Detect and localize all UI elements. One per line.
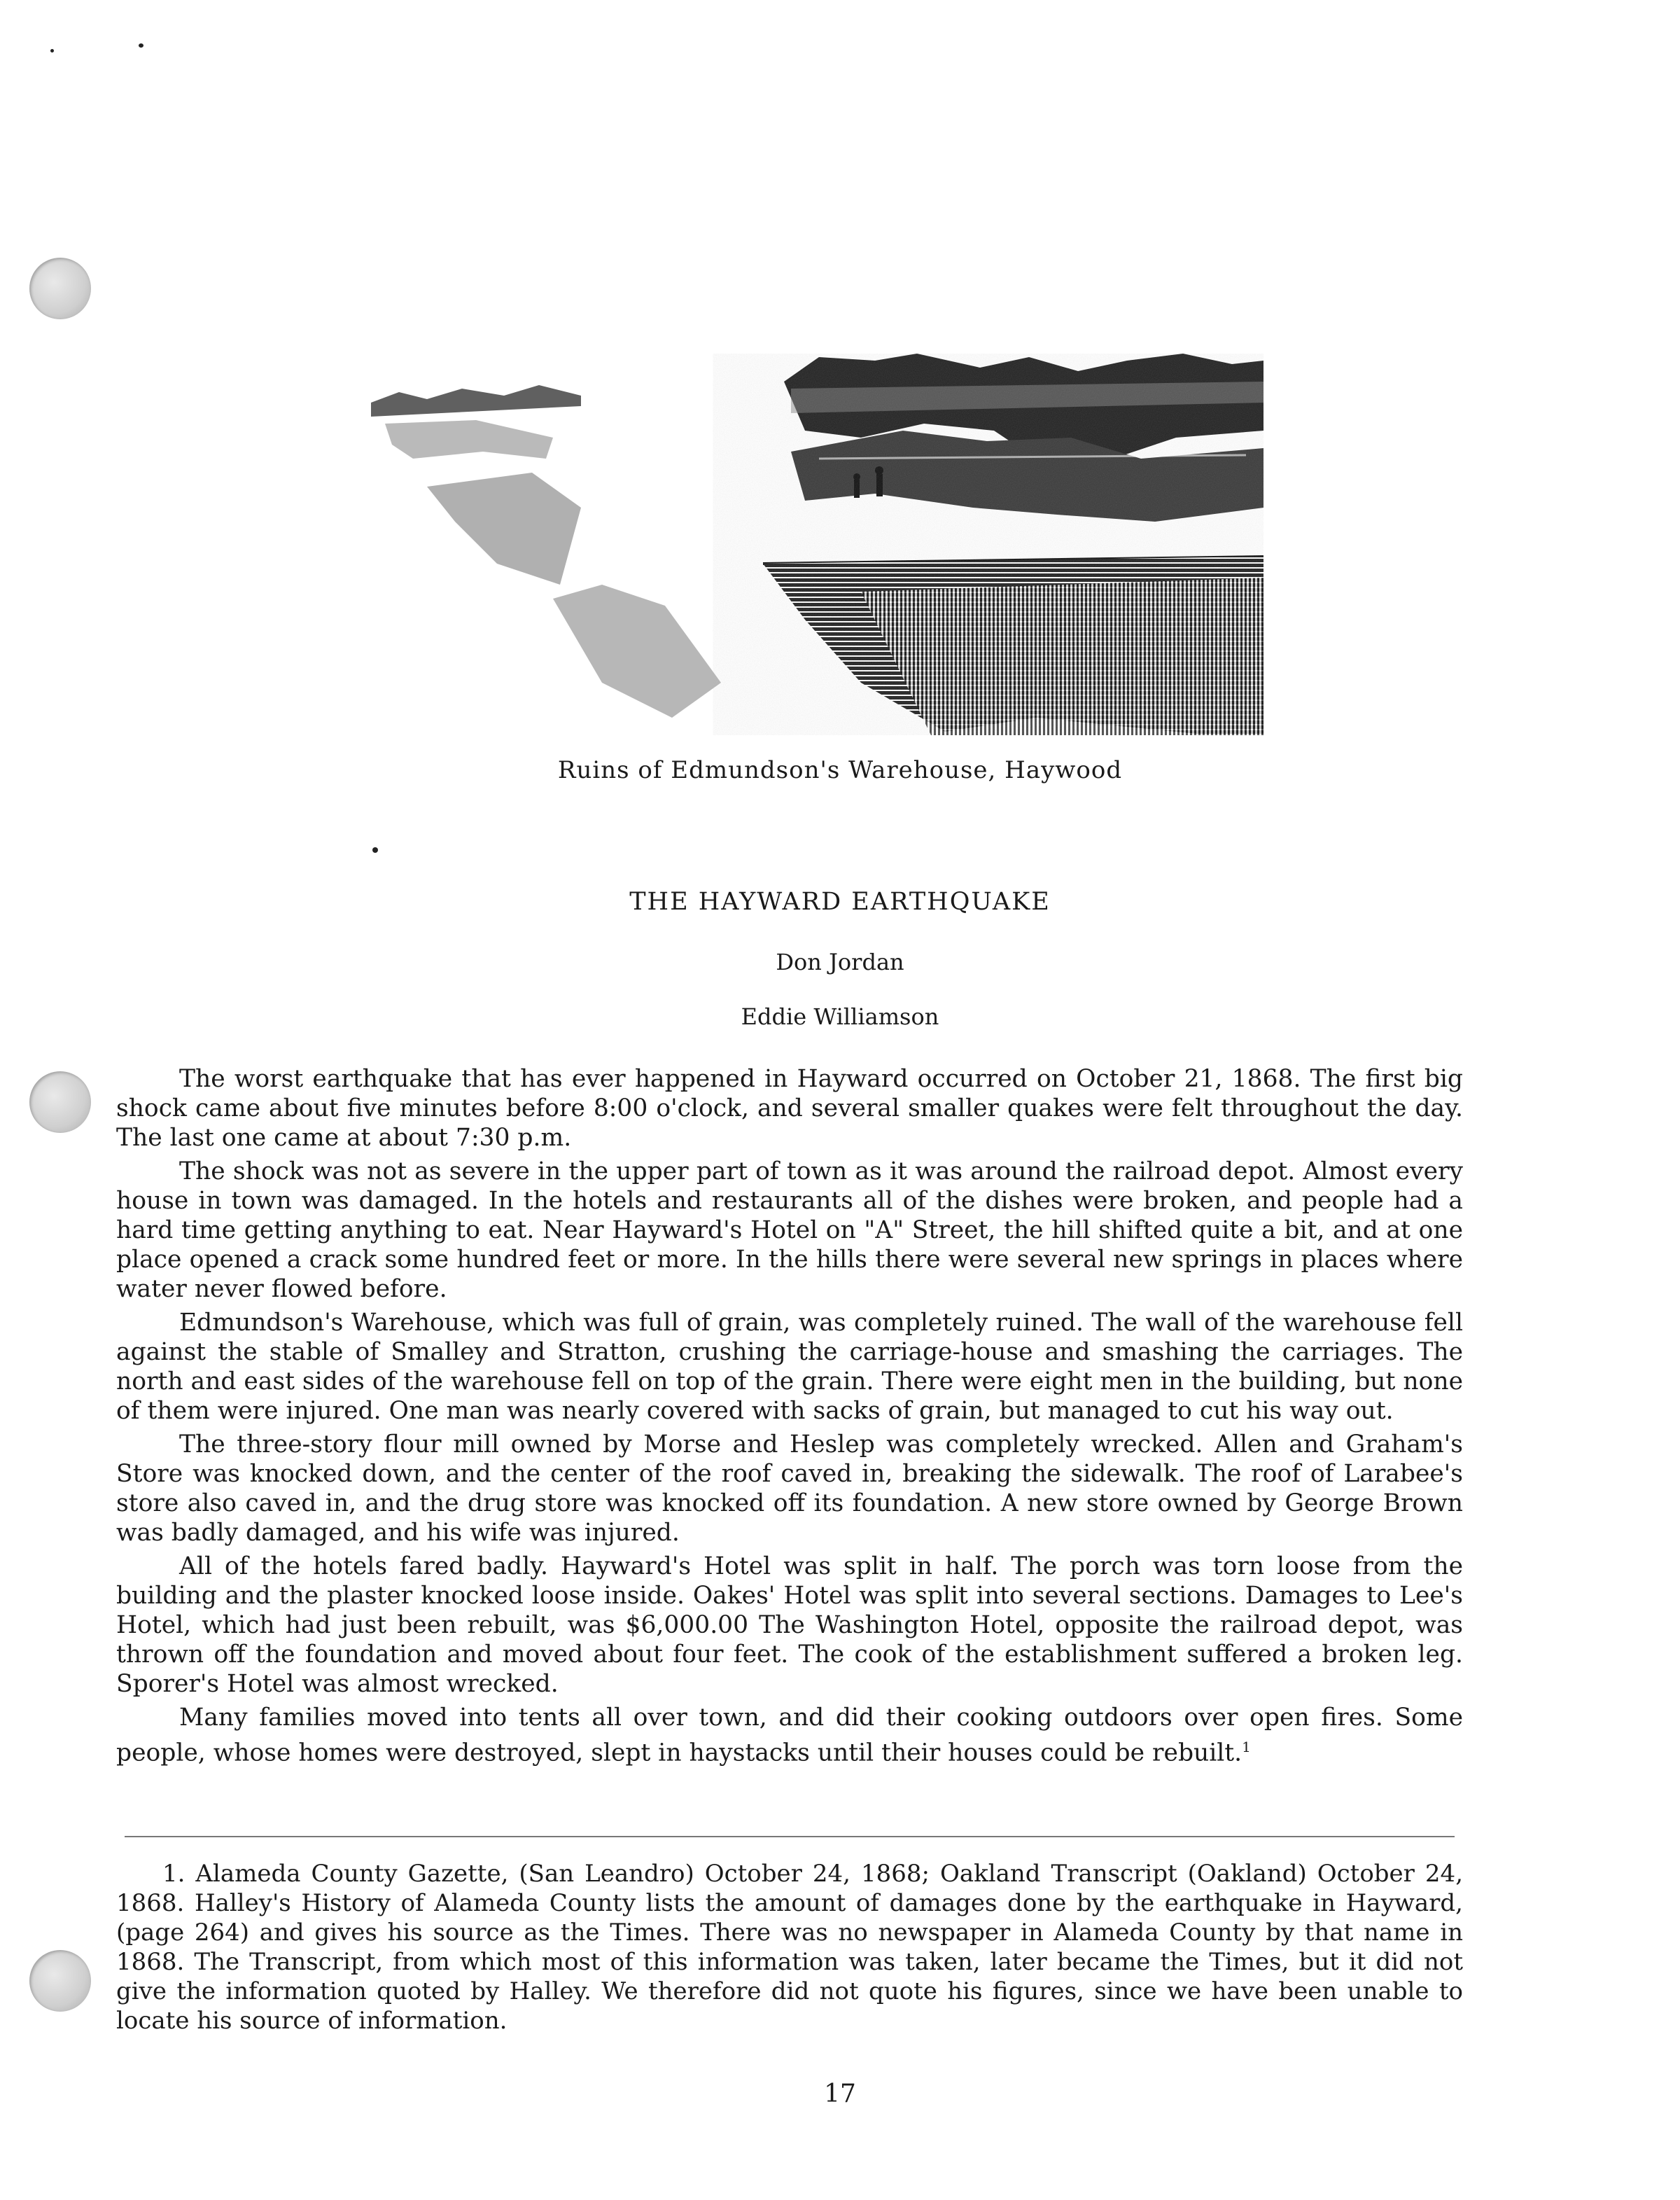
page-number: 17 — [824, 2080, 856, 2108]
faint-debris — [371, 385, 721, 718]
punch-hole-bottom — [29, 1950, 91, 2012]
body-paragraph: The shock was not as severe in the upper part of town as it was around the railroad depot. Almost every house in town was damaged. In the hotels and restaurants all of the dishes were broken, and people had a hard time getting anything to eat. Near Hayward's Hotel on "A" Street, the hill shifted quite a bit, and at one place opened a crack some hundred feet or more. In the hills there were several new springs in places where water never flowed before. — [116, 1157, 1463, 1303]
body-paragraph: The three-story flour mill owned by Morse and Heslep was completely wrecked. Allen and Graham's Store was knocked down, and the center of the roof caved in, breaking the sidewalk. The roof of Larabee's store also caved in, and the drug store was knocked off its foundation. A new store owned by George Brown was badly damaged, and his wife was injured. — [116, 1430, 1463, 1547]
article-title: THE HAYWARD EARTHQUAKE — [629, 888, 1051, 916]
footnote-marker: 1 — [1242, 1739, 1251, 1755]
footnote-text: 1. Alameda County Gazette, (San Leandro) October 24, 1868; Oakland Transcript (Oakland) October 24, 1868. Halley's History of Alameda County lists the amount of damages done by the earthquake in Hayward, (page 264) and gives his source as the Times. There was no newspaper in Alameda County by that name in 1868. The Transcript, from which most of this information was taken, later became the Times, but it did not give the information quoted by Halley. We therefore did not quote his figures, since we have been unable to locate his source of information. — [116, 1860, 1463, 2035]
body-paragraph — [116, 1703, 1463, 1768]
article-body — [116, 1064, 1463, 1772]
scan-speck — [372, 847, 378, 853]
warehouse-ruins-photo — [371, 354, 1264, 735]
punch-hole-middle — [29, 1071, 91, 1133]
body-paragraph: Edmundson's Warehouse, which was full of grain, was completely ruined. The wall of the warehouse fell against the stable of Smalley and Stratton, crushing the carriage-house and smashing the carriages. The north and east sides of the warehouse fell on top of the grain. There were eight men in the building, but none of them were injured. One man was nearly covered with sacks of grain, but managed to cut his way out. — [116, 1309, 1463, 1425]
punch-hole-top — [29, 258, 91, 319]
footnote-divider — [125, 1836, 1455, 1837]
paragraph-text: Many families moved into tents all over town, and did their cooking outdoors over open fires. Some people, whose homes were destroyed, slept in haystacks until their houses could be rebuilt. — [116, 1704, 1463, 1767]
author-name: Eddie Williamson — [741, 1003, 939, 1030]
body-paragraph: The worst earthquake that has ever happened in Hayward occurred on October 21, 1868. The first big shock came about five minutes before 8:00 o'clock, and several smaller quakes were felt throughout the day. The last one came at about 7:30 p.m. — [116, 1065, 1463, 1152]
photo-caption: Ruins of Edmundson's Warehouse, Haywood — [557, 756, 1123, 784]
body-paragraph: All of the hotels fared badly. Hayward's Hotel was split in half. The porch was torn loose from the building and the plaster knocked loose inside. Oakes' Hotel was split into several sections. Damages to Lee's Hotel, which had just been rebuilt, was $6,000.00 The Washington Hotel, opposite the railroad depot, was thrown off the foundation and moved about four feet. The cook of the establishment suffered a broken leg. Sporer's Hotel was almost wrecked. — [116, 1552, 1463, 1698]
scan-speck — [50, 49, 54, 53]
footnote — [116, 1859, 1463, 2035]
author-name: Don Jordan — [776, 949, 904, 975]
scan-speck — [139, 43, 144, 48]
